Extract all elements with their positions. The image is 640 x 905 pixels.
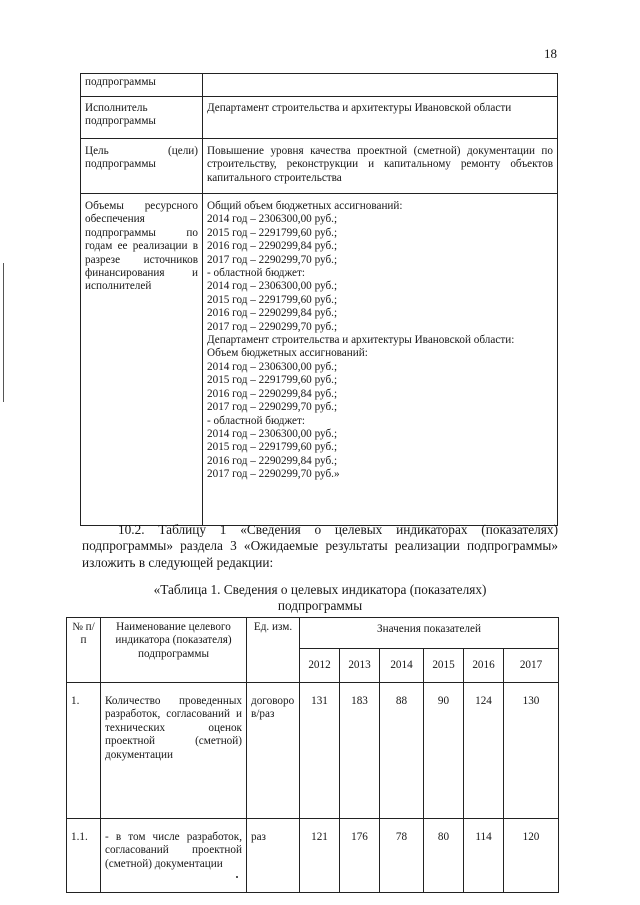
table-row <box>81 194 558 526</box>
budget-line: Департамент строительства и архитектуры Ивановской области: <box>207 334 515 347</box>
table-header-row <box>67 618 559 649</box>
row-num: 1.1. <box>67 819 101 893</box>
budget-line: 2017 год – 2290299,70 руб.; <box>207 401 338 414</box>
budget-line: Общий объем бюджетных ассигнований: <box>207 200 403 212</box>
row-value: 78 <box>380 819 424 893</box>
header-values: Значения показателей <box>300 618 559 649</box>
row-label: Объемы ресурсного обеспечения подпрограммы по годам ее реализации в разрезе источников финансирования и исполнителей <box>81 194 203 526</box>
budget-line: 2014 год – 2306300,00 руб.; <box>207 427 338 440</box>
paragraph-text: 10.2. Таблицу 1 «Сведения о целевых индикаторах (показателях) подпрограммы» раздела 3 «Ожидаемые результаты реализации подпрограммы» изложить в следующей редакции: <box>82 522 558 570</box>
year-header: 2013 <box>340 649 380 683</box>
year-header: 2017 <box>504 649 559 683</box>
row-value <box>203 74 558 97</box>
budget-line: 2015 год – 2291799,60 руб.; <box>207 441 338 454</box>
caption-line: подпрограммы <box>277 598 363 614</box>
budget-line: 2016 год – 2290299,84 руб.; <box>207 307 338 320</box>
year-header: 2016 <box>464 649 504 683</box>
budget-line: Объем бюджетных ассигнований: <box>207 347 368 360</box>
row-value: Повышение уровня качества проектной (сметной) документации по строительству, реконструкции и капитальному ремонту объектов капитального строительства <box>203 139 558 194</box>
row-value: 121 <box>300 819 340 893</box>
budget-line: 2014 год – 2306300,00 руб.; <box>207 360 338 373</box>
header-num: № п/п <box>67 618 101 683</box>
row-value: 183 <box>340 683 380 819</box>
row-value: 80 <box>424 819 464 893</box>
row-name: - в том числе разработок, согласований проектной (сметной) документации <box>101 819 247 893</box>
row-value: 90 <box>424 683 464 819</box>
row-value: 88 <box>380 683 424 819</box>
scan-speck <box>236 876 238 878</box>
budget-line: 2016 год – 2290299,84 руб.; <box>207 387 338 400</box>
row-unit: договоров/раз <box>247 683 300 819</box>
budget-line: 2014 год – 2306300,00 руб.; <box>207 280 338 293</box>
margin-line <box>3 263 4 402</box>
budget-line: 2017 год – 2290299,70 руб.» <box>207 468 340 481</box>
budget-line: 2015 год – 2291799,60 руб.; <box>207 374 338 387</box>
row-unit: раз <box>247 819 300 893</box>
row-label: Цель (цели) подпрограммы <box>81 139 203 194</box>
row-num: 1. <box>67 683 101 819</box>
indicator-table <box>66 617 559 893</box>
table-row <box>81 74 558 97</box>
row-value: 130 <box>504 683 559 819</box>
row-value: Департамент строительства и архитектуры Ивановской области <box>203 97 558 139</box>
budget-line: - областной бюджет: <box>207 414 306 427</box>
budget-line: 2017 год – 2290299,70 руб.; <box>207 320 338 333</box>
budget-line: - областной бюджет: <box>207 267 306 280</box>
table-row <box>67 819 559 893</box>
row-label: подпрограммы <box>81 74 203 97</box>
table-row <box>81 139 558 194</box>
row-value: 120 <box>504 819 559 893</box>
amendment-paragraph <box>82 522 558 571</box>
budget-line: 2017 год – 2290299,70 руб.; <box>207 253 338 266</box>
year-header: 2012 <box>300 649 340 683</box>
subprogram-passport-table <box>80 73 558 526</box>
budget-line: 2015 год – 2291799,60 руб.; <box>207 293 338 306</box>
budget-line: 2016 год – 2290299,84 руб.; <box>207 454 338 467</box>
budget-line: 2014 год – 2306300,00 руб.; <box>207 213 338 226</box>
row-value: 131 <box>300 683 340 819</box>
budget-line: 2015 год – 2291799,60 руб.; <box>207 226 338 239</box>
year-header: 2014 <box>380 649 424 683</box>
header-name: Наименование целевого индикатора (показателя) подпрограммы <box>101 618 247 683</box>
row-value: 124 <box>464 683 504 819</box>
row-value: 176 <box>340 819 380 893</box>
page-number: 18 <box>544 46 557 61</box>
row-name: Количество проведенных разработок, согласований и технических оценок проектной (сметной) документации <box>101 683 247 819</box>
header-unit: Ед. изм. <box>247 618 300 683</box>
table-row <box>67 683 559 819</box>
table-row <box>81 97 558 139</box>
row-value <box>203 194 558 526</box>
budget-line: 2016 год – 2290299,84 руб.; <box>207 240 338 253</box>
row-value: 114 <box>464 819 504 893</box>
row-label: Исполнитель подпрограммы <box>81 97 203 139</box>
table-caption <box>82 582 558 615</box>
caption-line: «Таблица 1. Сведения о целевых индикатора (показателях) <box>153 582 487 597</box>
year-header: 2015 <box>424 649 464 683</box>
